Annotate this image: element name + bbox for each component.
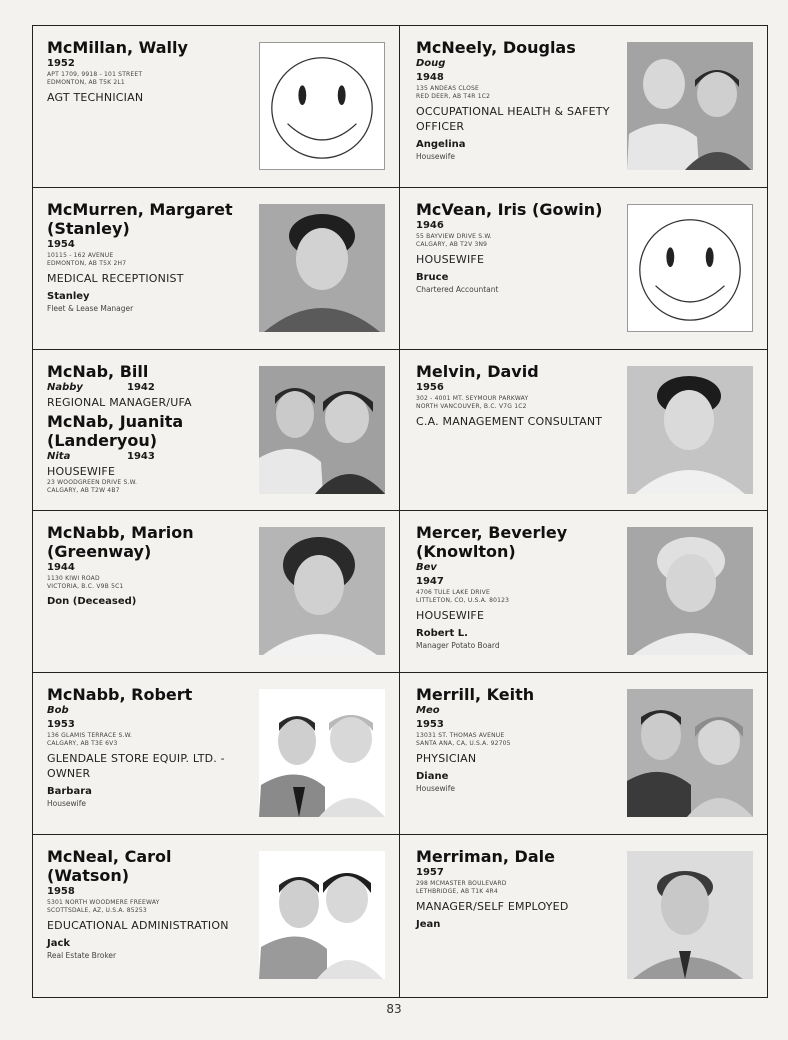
entry-name: Mercer, Beverley (Knowlton) [416,523,568,562]
entry-info [416,362,621,429]
entry-mcneal-carol [33,835,400,997]
entry-name: Merriman, Dale [416,847,555,867]
entry-info [416,685,621,793]
entry-spouse-occupation: Manager Potato Board [416,641,500,651]
entry-info [47,38,252,105]
entry-year: 1944 [47,562,75,574]
portrait-photo [627,366,753,494]
entry-info [47,200,252,313]
entry-address-line: 136 GLAMIS TERRACE S.W. [47,732,133,740]
entry-year: 1952 [47,58,75,69]
entry-year: 1948 [416,72,444,83]
entry-nickname-year [47,381,252,395]
entry-name: Merrill, Keith [416,685,535,705]
entry-name: McMurren, Margaret (Stanley) [47,199,233,238]
entry-occupation: PHYSICIAN [416,752,477,766]
entry-year: 1953 [416,719,444,731]
entry-info [47,362,252,495]
entry-info [47,523,252,609]
entry-occupation: MANAGER/SELF EMPLOYED [416,900,569,914]
entry-spouse: Robert L. [416,628,468,640]
entry-spouse: Jean [416,919,441,931]
entry-spouse-occupation: Housewife [47,799,86,809]
couple-photo [627,42,753,170]
page-number: 83 [386,1002,402,1016]
couple-photo [259,851,385,979]
entry-spouse: Diane [416,771,449,783]
entry-mcnabb-marion [33,511,400,673]
entry-spouse-occupation: Fleet & Lease Manager [47,303,134,313]
entry-spouse: Don (Deceased) [47,596,137,608]
entry-address-line: 55 BAYVIEW DRIVE S.W. [416,232,492,240]
entry-name: McNabb, Marion (Greenway) [47,523,194,562]
entry-address-line: 5301 NORTH WOODMERE FREEWAY [47,899,160,907]
entry-info [416,847,621,932]
entry-year: 1956 [416,381,444,393]
entry-info [47,847,252,960]
entry-mcnab-bill-juanita [33,350,400,512]
entry-nickname: Bob [47,705,69,717]
entry-occupation: REGIONAL MANAGER/UFA [47,395,192,409]
entry-info [416,523,621,650]
entry-name: McNabb, Robert [47,685,193,705]
entry-nickname-year-second [47,450,252,464]
entry-year: 1947 [416,576,444,588]
entry-nickname: Meo [416,705,440,717]
entry-mcneely-douglas [400,26,767,188]
entry-merrill-keith [400,673,767,835]
entry-mcmillan-wally [33,26,400,188]
entry-occupation: GLENDALE STORE EQUIP. LTD. - OWNER [47,752,225,781]
entry-address-line: VICTORIA, B.C. V9B 5C1 [47,583,124,591]
entry-year: 1943 [127,450,155,462]
entry-nickname: Bev [416,562,437,574]
entry-address-line: 10115 - 162 AVENUE [47,251,114,259]
entry-address-line: 302 - 4001 MT. SEYMOUR PARKWAY [416,394,529,402]
couple-photo [627,689,753,817]
entry-name-second: McNab, Juanita (Landeryou) [47,411,184,450]
entry-address-line: CALGARY, AB T2W 4B7 [47,486,120,494]
entry-address-line: 135 ANDEAS CLOSE [416,85,480,92]
entry-occupation-second: HOUSEWIFE [47,464,116,478]
smiley-face-icon [259,42,385,170]
couple-photo [259,689,385,817]
entry-mercer-beverley [400,511,767,673]
entry-year: 1946 [416,219,444,231]
entry-info [416,200,621,294]
entry-info [416,38,621,161]
entry-year: 1942 [127,381,155,393]
entry-nickname: Nabby [47,381,83,393]
entry-occupation: MEDICAL RECEPTIONIST [47,271,184,285]
entry-occupation: OCCUPATIONAL HEALTH & SAFETY OFFICER [416,105,610,133]
entry-address-line: SCOTTSDALE, AZ, U.S.A. 85253 [47,907,147,915]
entry-address-line: EDMONTON, AB T5K 2L1 [47,79,125,86]
couple-photo [259,366,385,494]
smiley-face-icon [627,204,753,332]
entry-name: McMillan, Wally [47,38,188,57]
entry-occupation: HOUSEWIFE [416,252,485,266]
entry-melvin-david [400,350,767,512]
entry-year: 1953 [47,719,75,731]
portrait-photo [259,527,385,655]
entry-info [47,685,252,808]
entry-name: McNeely, Douglas [416,38,576,57]
entry-mcnabb-robert [33,673,400,835]
entry-address-line: CALGARY, AB T3E 6V3 [47,740,118,748]
entry-nickname: Doug [416,58,446,69]
entry-name: McNab, Bill [47,361,149,381]
entry-address-line: NORTH VANCOUVER, B.C. V7G 1C2 [416,402,527,410]
entry-merriman-dale [400,835,767,997]
entry-spouse: Angelina [416,139,466,150]
entry-spouse-occupation: Chartered Accountant [416,284,499,294]
portrait-photo [259,204,385,332]
entry-address-line: LITTLETON, CO, U.S.A. 80123 [416,597,510,605]
directory-grid [32,25,768,998]
entry-year: 1957 [416,867,444,879]
entry-spouse-occupation: Real Estate Broker [47,951,117,961]
entry-year: 1958 [47,886,75,898]
entry-address-line: 13031 ST. THOMAS AVENUE [416,732,505,740]
entry-address-line: RED DEER, AB T4R 1C2 [416,93,491,100]
entry-address-line: CALGARY, AB T2V 3N9 [416,240,488,248]
entry-spouse-occupation: Housewife [416,152,455,161]
entry-spouse: Barbara [47,786,92,798]
entry-occupation: EDUCATIONAL ADMINISTRATION [47,919,229,933]
entry-address-line: 1130 KIWI ROAD [47,575,100,583]
entry-address-line: APT 1709, 9918 - 101 STREET [47,71,143,78]
entry-occupation: C.A. MANAGEMENT CONSULTANT [416,414,603,428]
portrait-photo [627,851,753,979]
entry-spouse: Bruce [416,271,449,283]
entry-address-line: EDMONTON, AB T5X 2H7 [47,259,127,267]
entry-name: McNeal, Carol (Watson) [47,847,172,886]
entry-name: Melvin, David [416,361,539,381]
entry-nickname: Nita [47,450,71,462]
entry-address-line: SANTA ANA, CA, U.S.A. 92705 [416,740,511,748]
entry-address-line: LETHBRIDGE, AB T1K 4R4 [416,888,498,896]
entry-spouse: Jack [47,938,71,950]
entry-spouse: Stanley [47,290,90,302]
portrait-photo [627,527,753,655]
entry-occupation: AGT TECHNICIAN [47,91,144,104]
entry-address-line: 298 MCMASTER BOULEVARD [416,880,507,888]
entry-address-line: 23 WOODGREEN DRIVE S.W. [47,478,138,486]
entry-occupation: HOUSEWIFE [416,609,485,623]
entry-year: 1954 [47,238,75,250]
entry-mcmurren-margaret [33,188,400,350]
entry-name: McVean, Iris (Gowin) [416,199,603,219]
entry-mcvean-iris [400,188,767,350]
entry-address-line: 4706 TULE LAKE DRIVE [416,589,490,597]
entry-spouse-occupation: Housewife [416,784,455,794]
